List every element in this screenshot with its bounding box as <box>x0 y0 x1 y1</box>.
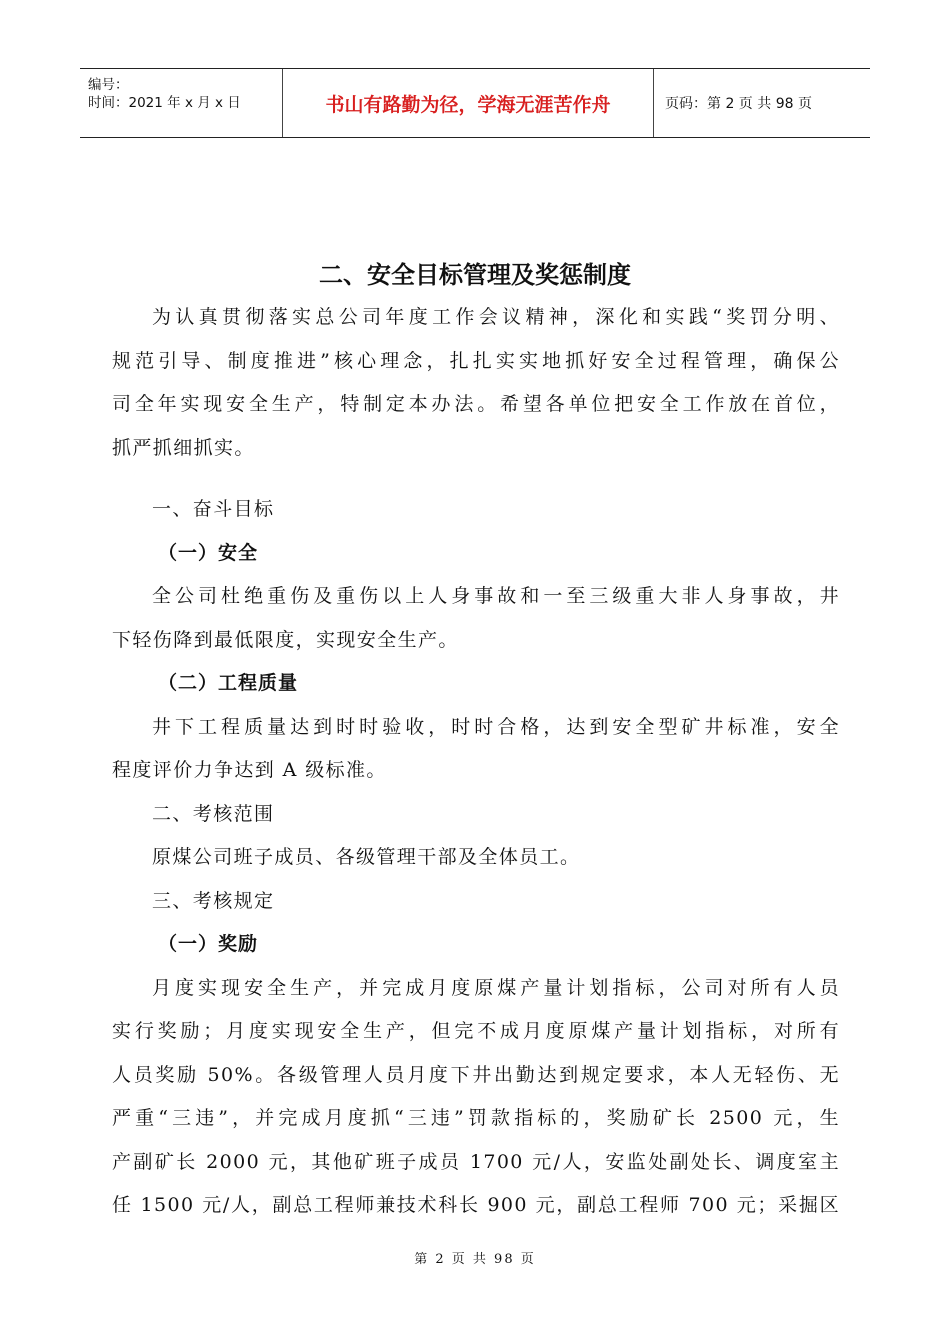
paragraph-line: 月度实现安全生产，并完成月度原煤产量计划指标，公司对所有人员 <box>152 976 840 999</box>
subsection-heading: （二）工程质量 <box>158 672 299 694</box>
header-page-info: 页码：第 2 页 共 98 页 <box>665 96 812 112</box>
document-title: 二、安全目标管理及奖惩制度 <box>319 261 631 289</box>
paragraph-line: 严重“三违”，并完成月度抓“三违”罚款指标的，奖励矿长 2500 元，生 <box>112 1107 840 1129</box>
intro-line: 司全年实现安全生产，特制定本办法。希望各单位把安全工作放在首位， <box>112 393 840 415</box>
paragraph-line: 任 1500 元/人，副总工程师兼技术科长 900 元，副总工程师 700 元；采掘区 <box>112 1194 840 1216</box>
paragraph-line: 人员奖励 50%。各级管理人员月度下井出勤达到规定要求，本人无轻伤、无 <box>112 1063 840 1086</box>
paragraph-line: 原煤公司班子成员、各级管理干部及全体员工。 <box>152 846 581 868</box>
intro-line: 抓严抓细抓实。 <box>112 436 255 459</box>
paragraph-line: 产副矿长 2000 元，其他矿班子成员 1700 元/人，安监处副处长、调度室主 <box>112 1150 840 1173</box>
date-label: 时间：2021 年 x 月 x 日 <box>88 95 241 111</box>
paragraph-line: 井下工程质量达到时时验收，时时合格，达到安全型矿井标准，安全 <box>152 715 840 738</box>
paragraph-line: 全公司杜绝重伤及重伤以上人身事故和一至三级重大非人身事故，井 <box>152 585 840 607</box>
subsection-heading: （一）安全 <box>158 541 259 564</box>
section-heading: 一、奋斗目标 <box>152 498 275 520</box>
header-meta <box>80 69 283 137</box>
intro-line: 规范引导、制度推进”核心理念，扎扎实实地抓好安全过程管理，确保公 <box>112 349 840 372</box>
subsection-heading: （一）奖励 <box>158 933 259 955</box>
paragraph-line: 下轻伤降到最低限度，实现安全生产。 <box>112 628 459 651</box>
paragraph-line: 实行奖励；月度实现安全生产，但完不成月度原煤产量计划指标，对所有 <box>112 1020 840 1042</box>
page-header <box>80 68 870 138</box>
section-heading: 三、考核规定 <box>152 889 275 912</box>
section-heading: 二、考核范围 <box>152 802 275 825</box>
header-motto: 书山有路勤为径，学海无涯苦作舟 <box>283 69 654 137</box>
intro-line: 为认真贯彻落实总公司年度工作会议精神，深化和实践“奖罚分明、 <box>152 306 840 328</box>
page-footer: 第 2 页 共 98 页 <box>414 1252 536 1267</box>
paragraph-line: 程度评价力争达到 A 级标准。 <box>112 759 387 781</box>
number-label: 编号： <box>88 77 129 93</box>
document-body <box>112 296 840 1228</box>
